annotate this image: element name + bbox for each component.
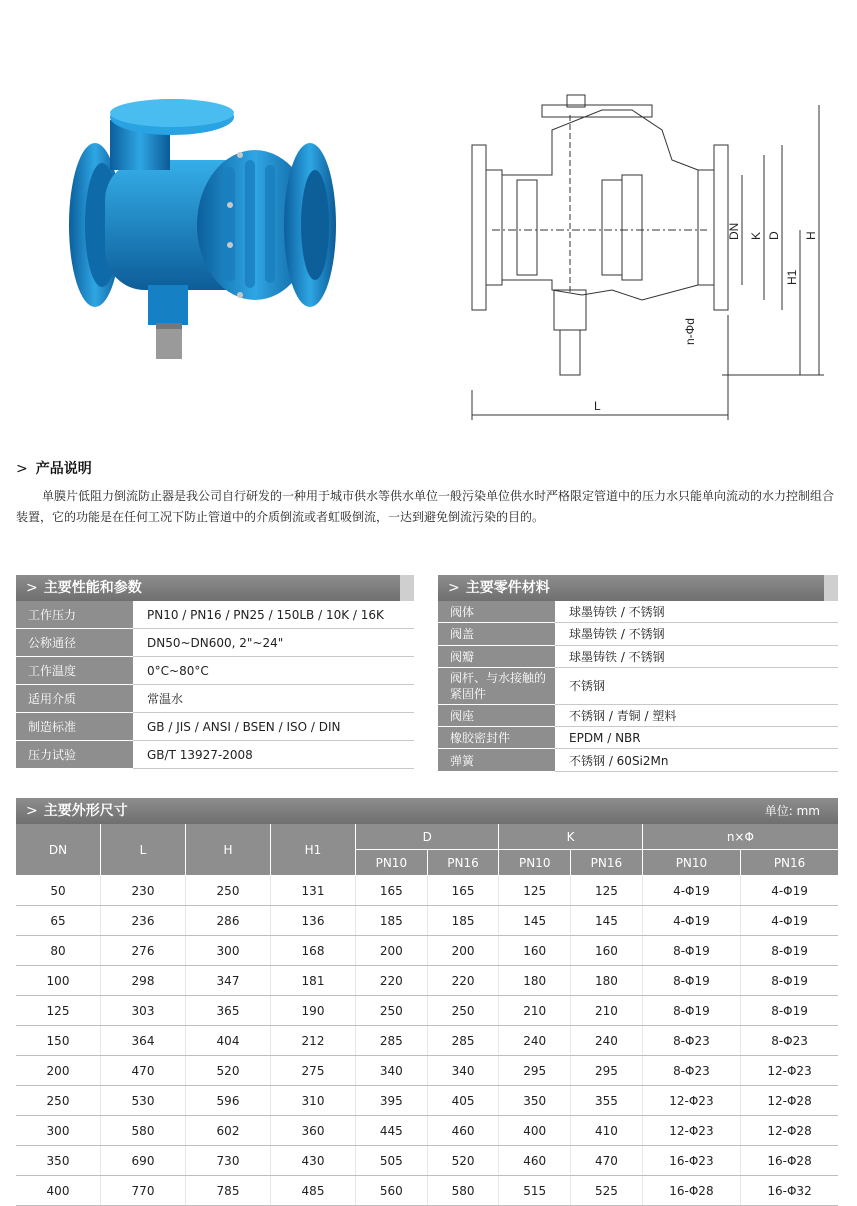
table-cell: 16-Φ28 [741,1146,838,1176]
table-row [16,1176,838,1206]
table-cell: 240 [499,1026,571,1056]
table-cell: 276 [101,936,186,966]
row-value: PN10 / PN16 / PN25 / 150LB / 10K / 16K [133,601,414,629]
table-cell: 131 [271,876,356,906]
table-cell: 150 [16,1026,101,1056]
row-key: 适用介质 [16,685,133,713]
table-cell: 8-Φ19 [741,966,838,996]
table-cell: 405 [427,1086,499,1116]
table-cell: 785 [186,1176,271,1206]
table-cell: 250 [186,876,271,906]
table-cell: 515 [499,1176,571,1206]
table-row [438,601,838,623]
table-cell: 8-Φ19 [642,996,740,1026]
table-cell: 8-Φ19 [642,966,740,996]
table-cell: 560 [356,1176,428,1206]
row-key: 工作温度 [16,657,133,685]
k-label: K [749,231,763,240]
table-cell: 485 [271,1176,356,1206]
table-row [16,906,838,936]
table-cell: 12-Φ23 [642,1116,740,1146]
table-cell: 136 [271,906,356,936]
table-row [16,741,414,769]
table-row [16,713,414,741]
col-nphi-pn16: PN16 [741,850,838,876]
table-cell: 580 [101,1116,186,1146]
table-cell: 8-Φ19 [741,996,838,1026]
row-key: 阀瓣 [438,645,555,667]
table-cell: 185 [356,906,428,936]
table-cell: 181 [271,966,356,996]
table-cell: 250 [356,996,428,1026]
table-cell: 300 [16,1116,101,1146]
table-row [438,667,838,704]
table-cell: 16-Φ28 [642,1176,740,1206]
table-cell: 125 [16,996,101,1026]
chevron-right-icon: > [448,580,460,596]
table-cell: 690 [101,1146,186,1176]
table-cell: 8-Φ23 [642,1056,740,1086]
col-k-pn16: PN16 [571,850,643,876]
col-d-pn10: PN10 [356,850,428,876]
table-cell: 596 [186,1086,271,1116]
table-cell: 160 [571,936,643,966]
col-h: H [186,824,271,876]
table-cell: 236 [101,906,186,936]
col-k-pn10: PN10 [499,850,571,876]
table-cell: 180 [571,966,643,996]
table-cell: 430 [271,1146,356,1176]
col-dn: DN [16,824,101,876]
row-value: 不锈钢 [555,667,838,704]
unit-label: 单位: mm [764,804,820,818]
table-cell: 200 [356,936,428,966]
col-nphi-pn10: PN10 [642,850,740,876]
h-label: H [804,231,818,240]
row-value: 球墨铸铁 / 不锈钢 [555,623,838,645]
table-row [16,1116,838,1146]
table-row [438,749,838,771]
table-cell: 303 [101,996,186,1026]
materials-section [438,575,838,772]
table-row [16,685,414,713]
table-cell: 4-Φ19 [642,906,740,936]
table-cell: 460 [427,1116,499,1146]
table-cell: 295 [571,1056,643,1086]
table-cell: 12-Φ23 [741,1056,838,1086]
table-row [438,645,838,667]
table-cell: 445 [356,1116,428,1146]
table-cell: 212 [271,1026,356,1056]
table-row [438,704,838,726]
table-cell: 210 [499,996,571,1026]
performance-table [16,601,414,769]
table-cell: 220 [356,966,428,996]
table-cell: 4-Φ19 [741,906,838,936]
performance-bar: > 主要性能和参数 [16,575,414,601]
table-cell: 410 [571,1116,643,1146]
col-nphi: n×Φ [642,824,838,850]
table-row [16,1056,838,1086]
table-cell: 200 [16,1056,101,1086]
table-cell: 525 [571,1176,643,1206]
table-cell: 365 [186,996,271,1026]
table-cell: 520 [186,1056,271,1086]
table-row [16,966,838,996]
table-cell: 210 [571,996,643,1026]
row-value: GB / JIS / ANSI / BSEN / ISO / DIN [133,713,414,741]
col-d-pn16: PN16 [427,850,499,876]
table-cell: 505 [356,1146,428,1176]
table-row [16,936,838,966]
table-cell: 160 [499,936,571,966]
row-key: 压力试验 [16,741,133,769]
table-cell: 520 [427,1146,499,1176]
table-cell: 355 [571,1086,643,1116]
table-cell: 16-Φ23 [642,1146,740,1176]
table-row [16,1086,838,1116]
table-cell: 530 [101,1086,186,1116]
row-value: 球墨铸铁 / 不锈钢 [555,601,838,623]
dn-label: DN [727,222,741,240]
table-cell: 602 [186,1116,271,1146]
table-cell: 364 [101,1026,186,1056]
table-cell: 168 [271,936,356,966]
table-cell: 125 [499,876,571,906]
nphi-label: n-Φd [683,318,697,345]
table-cell: 185 [427,906,499,936]
table-cell: 350 [499,1086,571,1116]
table-row [16,657,414,685]
table-cell: 250 [427,996,499,1026]
row-value: 0°C~80°C [133,657,414,685]
table-cell: 145 [499,906,571,936]
row-value: 不锈钢 / 60Si2Mn [555,749,838,771]
row-key: 阀体 [438,601,555,623]
row-value: 不锈钢 / 青铜 / 塑料 [555,704,838,726]
table-cell: 65 [16,906,101,936]
table-row [438,727,838,749]
table-cell: 360 [271,1116,356,1146]
table-cell: 298 [101,966,186,996]
table-cell: 230 [101,876,186,906]
table-cell: 190 [271,996,356,1026]
h1-label: H1 [785,269,799,285]
row-key: 橡胶密封件 [438,727,555,749]
table-cell: 400 [16,1176,101,1206]
chevron-right-icon: > [16,461,28,477]
table-cell: 730 [186,1146,271,1176]
table-row [16,601,414,629]
table-row [16,629,414,657]
table-row [16,876,838,906]
table-cell: 165 [427,876,499,906]
table-cell: 12-Φ28 [741,1086,838,1116]
row-key: 制造标准 [16,713,133,741]
col-h1: H1 [271,824,356,876]
table-cell: 340 [356,1056,428,1086]
dimensions-bar: > 主要外形尺寸 单位: mm [16,798,838,824]
table-row [16,1146,838,1176]
row-key: 公称通径 [16,629,133,657]
table-cell: 460 [499,1146,571,1176]
table-cell: 80 [16,936,101,966]
row-value: 常温水 [133,685,414,713]
table-cell: 8-Φ23 [642,1026,740,1056]
table-cell: 395 [356,1086,428,1116]
table-cell: 4-Φ19 [741,876,838,906]
table-cell: 470 [101,1056,186,1086]
table-cell: 400 [499,1116,571,1146]
table-cell: 180 [499,966,571,996]
table-cell: 300 [186,936,271,966]
description-heading: > 产品说明 [16,461,92,477]
row-key: 阀座 [438,704,555,726]
table-cell: 16-Φ32 [741,1176,838,1206]
table-row [16,996,838,1026]
chevron-right-icon: > [26,803,38,819]
col-k: K [499,824,642,850]
table-cell: 285 [427,1026,499,1056]
row-value: EPDM / NBR [555,727,838,749]
row-key: 阀杆、与水接触的紧固件 [438,667,555,704]
table-cell: 220 [427,966,499,996]
table-cell: 50 [16,876,101,906]
row-key: 阀盖 [438,623,555,645]
table-cell: 470 [571,1146,643,1176]
description-text: 单膜片低阻力倒流防止器是我公司自行研发的一种用于城市供水等供水单位一般污染单位供水时严格限定管道中的压力水只能单向流动的水力控制组合装置，它的功能是在任何工况下防止管道中的介质倒流或者虹吸倒流，一达到避免倒流污染的目的。 [16,489,835,524]
table-cell: 8-Φ23 [741,1026,838,1056]
row-key: 工作压力 [16,601,133,629]
chevron-right-icon: > [26,580,38,596]
table-cell: 347 [186,966,271,996]
materials-bar: > 主要零件材料 [438,575,838,601]
table-row [438,623,838,645]
table-cell: 580 [427,1176,499,1206]
table-cell: 275 [271,1056,356,1086]
table-cell: 12-Φ23 [642,1086,740,1116]
table-cell: 295 [499,1056,571,1086]
table-cell: 4-Φ19 [642,876,740,906]
table-cell: 8-Φ19 [741,936,838,966]
table-cell: 250 [16,1086,101,1116]
performance-section [16,575,414,769]
table-cell: 340 [427,1056,499,1086]
table-cell: 100 [16,966,101,996]
table-cell: 404 [186,1026,271,1056]
row-value: DN50~DN600, 2"~24" [133,629,414,657]
table-cell: 200 [427,936,499,966]
valve-technical-drawing [462,90,832,420]
table-cell: 8-Φ19 [642,936,740,966]
table-cell: 165 [356,876,428,906]
valve-product-image [60,95,360,385]
table-cell: 286 [186,906,271,936]
dimensions-table [16,824,838,1206]
table-cell: 12-Φ28 [741,1116,838,1146]
table-cell: 285 [356,1026,428,1056]
l-label: L [594,399,601,413]
col-l: L [101,824,186,876]
d-label: D [767,231,781,240]
table-cell: 770 [101,1176,186,1206]
row-value: 球墨铸铁 / 不锈钢 [555,645,838,667]
col-d: D [356,824,499,850]
row-key: 弹簧 [438,749,555,771]
table-cell: 240 [571,1026,643,1056]
table-cell: 310 [271,1086,356,1116]
table-row [16,1026,838,1056]
table-cell: 350 [16,1146,101,1176]
table-cell: 145 [571,906,643,936]
materials-table [438,601,838,772]
table-cell: 125 [571,876,643,906]
row-value: GB/T 13927-2008 [133,741,414,769]
